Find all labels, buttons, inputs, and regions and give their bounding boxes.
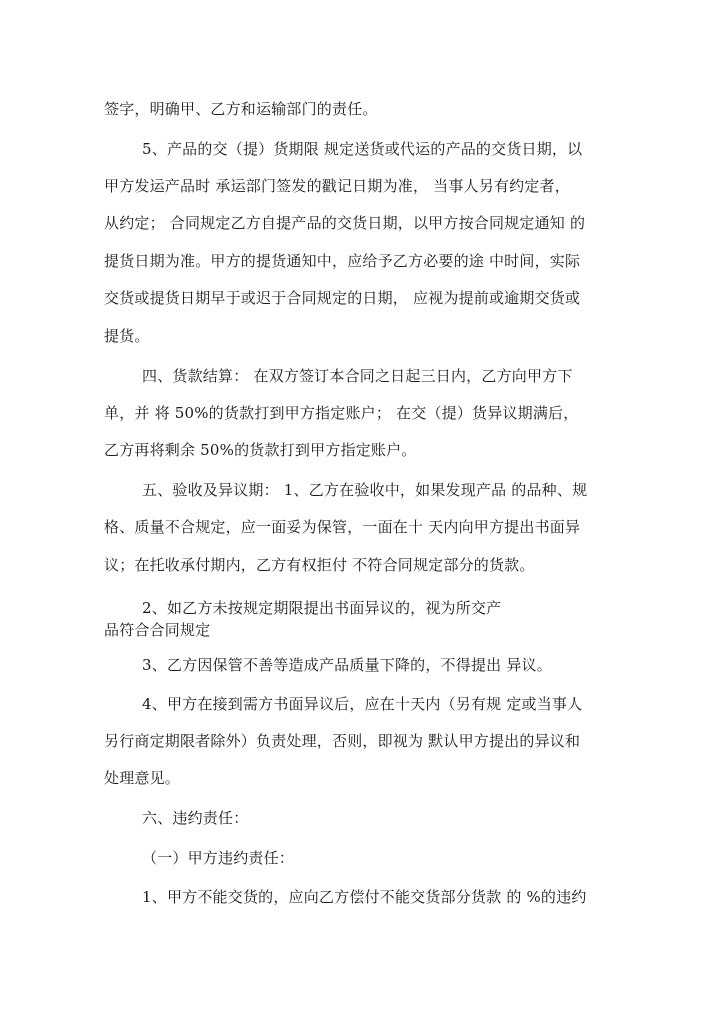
text-line-12: 格、质量不合规定，应一面妥为保管，一面在十 天内向甲方提出书面异	[104, 518, 581, 536]
text-line-17: 4、甲方在接到需方书面异议后，应在十天内（另有规 定或当事人	[142, 695, 583, 713]
text-line-4: 从约定； 合同规定乙方自提产品的交货日期，以甲方按合同规定通知 的	[104, 214, 586, 232]
text-line-1: 签字，明确甲、乙方和运输部门的责任。	[104, 100, 378, 118]
text-line-13: 议；在托收承付期内，乙方有权拒付 不符合同规定部分的货款。	[104, 556, 535, 574]
text-line-9: 单，并 将 50%的货款打到甲方指定账户； 在交（提）货异议期满后，	[104, 404, 579, 422]
text-line-15: 品符合合同规定	[104, 621, 211, 639]
text-line-19: 处理意见。	[104, 769, 181, 787]
text-line-5: 提货日期为准。甲方的提货通知中，应给予乙方必要的途 中时间，实际	[104, 252, 581, 270]
text-line-14: 2、如乙方未按规定期限提出书面异议的，视为所交产	[142, 599, 502, 617]
text-line-16: 3、乙方因保管不善等造成产品质量下降的，不得提出 异议。	[142, 656, 552, 674]
text-line-21: （一）甲方违约责任：	[142, 849, 295, 867]
text-line-20: 六、违约责任：	[142, 809, 249, 827]
text-line-10: 乙方再将剩余 50%的货款打到甲方指定账户。	[104, 441, 417, 459]
text-line-8: 四、货款结算： 在双方签订本合同之日起三日内，乙方向甲方下	[142, 367, 573, 385]
text-line-11: 五、验收及异议期： 1、乙方在验收中，如果发现产品 的品种、规	[142, 481, 588, 499]
text-line-18: 另行商定期限者除外）负责处理，否则，即视为 默认甲方提出的异议和	[104, 732, 581, 750]
text-line-7: 提货。	[104, 327, 150, 345]
text-line-22: 1、甲方不能交货的，应向乙方偿付不能交货部分货款 的 %的违约	[142, 888, 587, 906]
text-line-3: 甲方发运产品时 承运部门签发的戳记日期为准， 当事人另有约定者，	[104, 177, 570, 195]
text-line-6: 交货或提货日期早于或迟于合同规定的日期， 应视为提前或逾期交货或	[104, 289, 581, 307]
text-line-2: 5、产品的交（提）货期限 规定送货或代运的产品的交货日期，以	[142, 140, 583, 158]
